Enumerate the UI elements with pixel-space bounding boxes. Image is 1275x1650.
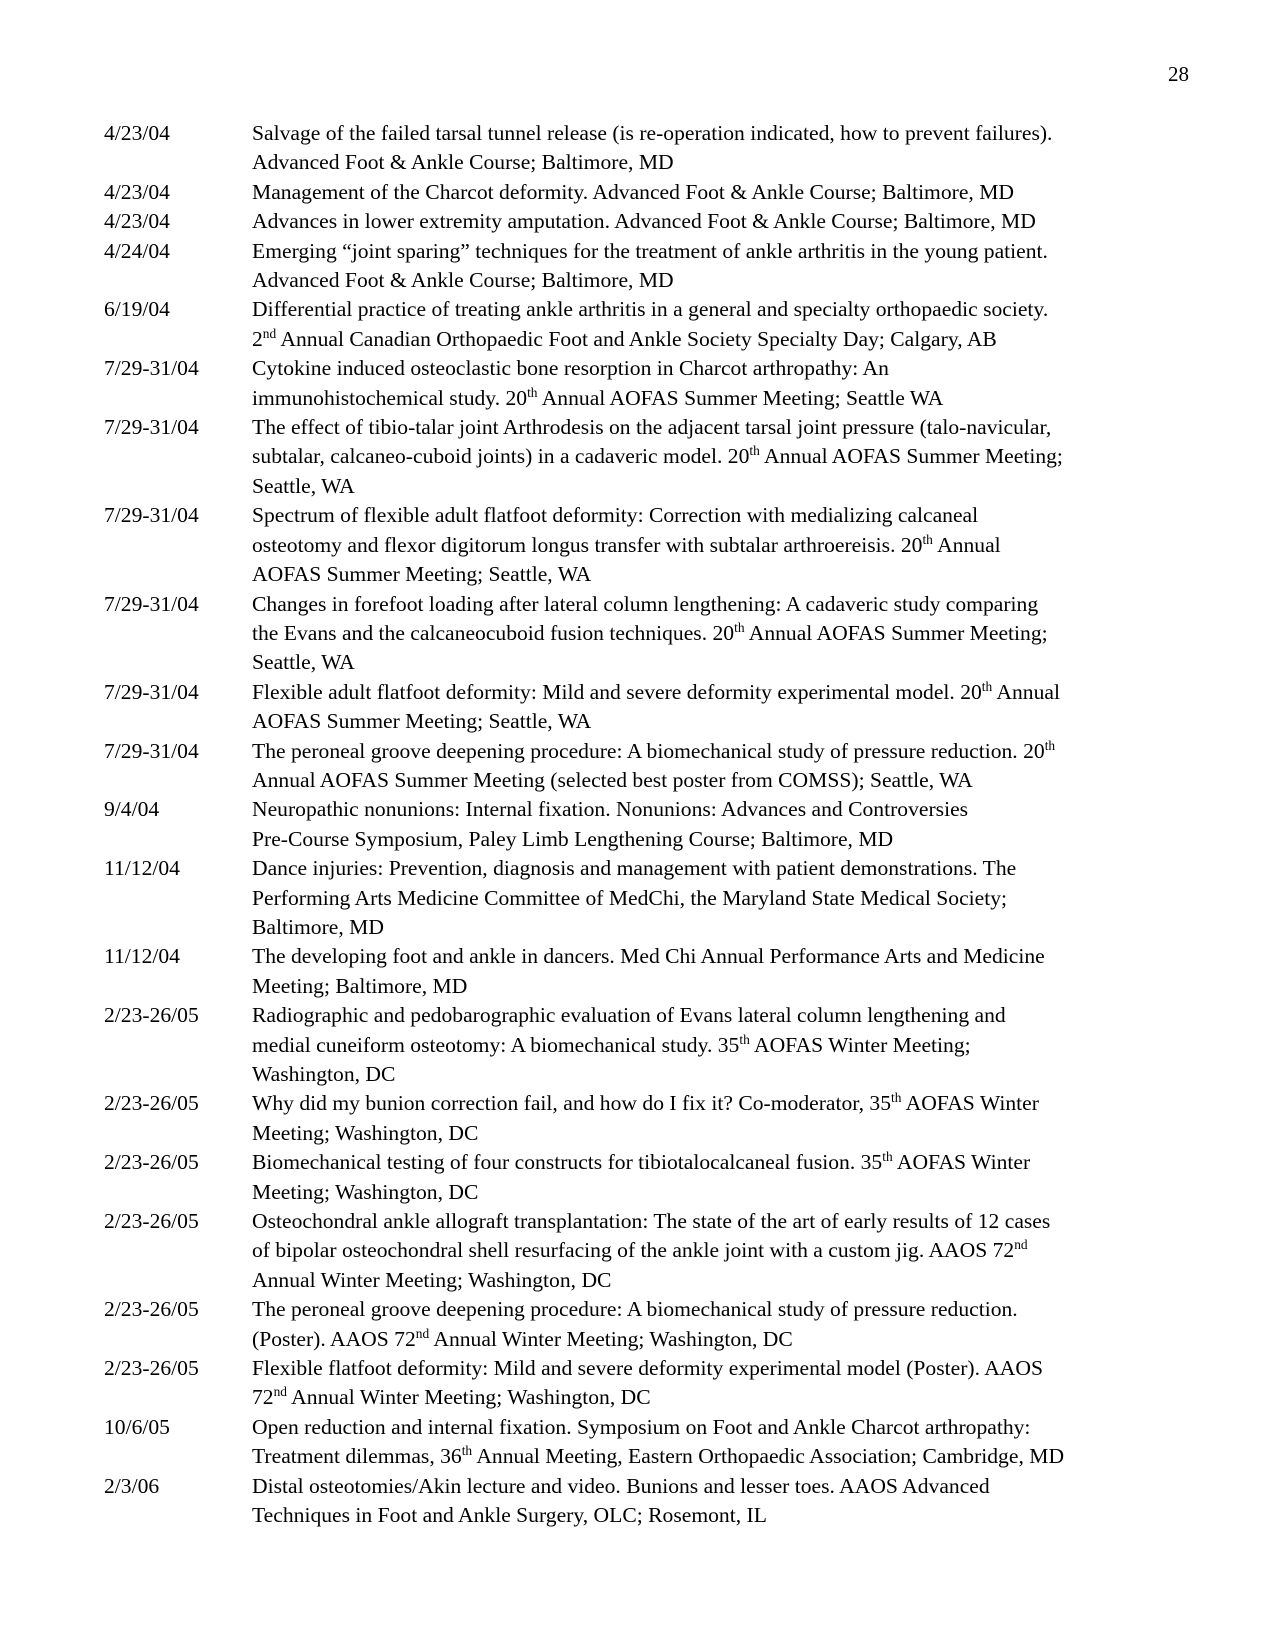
presentation-entry xyxy=(104,1001,1204,1089)
ordinal-suffix: nd xyxy=(262,325,277,341)
ordinal-suffix: th xyxy=(922,531,933,547)
entry-description xyxy=(252,237,1204,296)
presentation-entry xyxy=(104,119,1204,178)
entry-description-line: Differential practice of treating ankle arthritis in a general and specialty orthopaedic society. xyxy=(252,297,1049,322)
entry-description-line: of bipolar osteochondral shell resurfacing of the ankle joint with a custom jig. AAOS 72nd xyxy=(252,1237,1028,1263)
presentation-entry xyxy=(104,590,1204,678)
entry-date: 2/23-26/05 xyxy=(104,1209,199,1234)
entry-description-line: Salvage of the failed tarsal tunnel release (is re-operation indicated, how to prevent failures). xyxy=(252,121,1053,145)
entry-description-line: Osteochondral ankle allograft transplantation: The state of the art of early results of 12 cases xyxy=(252,1209,1051,1234)
entry-description xyxy=(252,1354,1204,1413)
presentation-entry xyxy=(104,678,1204,737)
ordinal-suffix: th xyxy=(1044,737,1056,753)
entry-description-line: 72nd Annual Winter Meeting; Washington, DC xyxy=(252,1384,651,1410)
entry-description-line: Changes in forefoot loading after lateral column lengthening: A cadaveric study comparing xyxy=(252,591,1039,616)
entry-description-line: osteotomy and flexor digitorum longus transfer with subtalar arthroereisis. 20th Annual xyxy=(252,531,1001,557)
ordinal-suffix: th xyxy=(891,1090,902,1106)
entry-date: 6/19/04 xyxy=(104,297,170,322)
ordinal-suffix: th xyxy=(882,1149,893,1165)
entry-description-line: Dance injuries: Prevention, diagnosis and management with patient demonstrations. The xyxy=(252,856,1017,881)
presentation-entry xyxy=(104,1148,1204,1207)
entry-description-line: Techniques in Foot and Ankle Surgery, OLC; Rosemont, IL xyxy=(252,1503,767,1528)
entry-date: 7/29-31/04 xyxy=(104,738,199,763)
ordinal-suffix: th xyxy=(461,1443,473,1459)
entry-description-line: Baltimore, MD xyxy=(252,914,384,939)
entry-description xyxy=(252,1148,1204,1207)
entry-description xyxy=(252,413,1204,501)
entry-description xyxy=(252,1413,1204,1472)
entry-description-line: Seattle, WA xyxy=(252,650,355,675)
entry-date: 9/4/04 xyxy=(104,797,160,822)
entry-date: 2/23-26/05 xyxy=(104,1091,199,1116)
entry-description xyxy=(252,178,1204,207)
presentation-entry xyxy=(104,295,1204,354)
ordinal-suffix: th xyxy=(739,1031,750,1047)
entry-date: 2/23-26/05 xyxy=(104,1297,199,1322)
entry-description-line: medial cuneiform osteotomy: A biomechanical study. 35th AOFAS Winter Meeting; xyxy=(252,1031,971,1057)
presentation-entry xyxy=(104,207,1204,236)
presentation-entry xyxy=(104,854,1204,942)
entry-date: 4/23/04 xyxy=(104,209,170,234)
ordinal-suffix: th xyxy=(981,678,993,694)
entry-description-line: Treatment dilemmas, 36th Annual Meeting, Eastern Orthopaedic Association; Cambridge, MD xyxy=(252,1443,1065,1469)
page-number: 28 xyxy=(1168,62,1189,86)
presentation-entry xyxy=(104,1472,1204,1531)
presentation-entry xyxy=(104,1354,1204,1413)
entry-description-line: Meeting; Baltimore, MD xyxy=(252,973,468,998)
presentation-entry xyxy=(104,1207,1204,1295)
entry-description-line: Annual Winter Meeting; Washington, DC xyxy=(252,1267,612,1292)
entry-description xyxy=(252,1001,1204,1089)
entry-description-line: (Poster). AAOS 72nd Annual Winter Meeting; Washington, DC xyxy=(252,1325,793,1351)
entry-description-line: Meeting; Washington, DC xyxy=(252,1120,479,1145)
presentation-entry xyxy=(104,795,1204,854)
entry-date: 7/29-31/04 xyxy=(104,356,199,381)
entry-description xyxy=(252,737,1204,796)
entry-description-line: The effect of tibio-talar joint Arthrodesis on the adjacent tarsal joint pressure (talo-navicular, xyxy=(252,415,1052,440)
entry-description xyxy=(252,501,1204,589)
entry-description-line: Seattle, WA xyxy=(252,473,355,498)
presentation-entry xyxy=(104,1295,1204,1354)
entry-description-line: Neuropathic nonunions: Internal fixation. Nonunions: Advances and Controversies xyxy=(252,797,969,822)
ordinal-suffix: th xyxy=(749,443,760,459)
entry-description-line: Open reduction and internal fixation. Symposium on Foot and Ankle Charcot arthropathy: xyxy=(252,1414,1031,1439)
entry-description xyxy=(252,119,1204,178)
entry-description-line: AOFAS Summer Meeting; Seattle, WA xyxy=(252,709,592,734)
entry-description xyxy=(252,942,1204,1001)
presentation-entry xyxy=(104,737,1204,796)
entry-description xyxy=(252,590,1204,678)
entry-description-line: Advanced Foot & Ankle Course; Baltimore, MD xyxy=(252,268,674,293)
entry-description-line: Performing Arts Medicine Committee of MedChi, the Maryland State Medical Society; xyxy=(252,885,1008,910)
entry-description xyxy=(252,678,1204,737)
entry-description-line: Meeting; Washington, DC xyxy=(252,1179,479,1204)
entry-description-line: Flexible flatfoot deformity: Mild and severe deformity experimental model (Poster). AAOS xyxy=(252,1356,1043,1381)
entry-description-line: Pre-Course Symposium, Paley Limb Lengthening Course; Baltimore, MD xyxy=(252,826,894,851)
entry-description xyxy=(252,295,1204,354)
entry-description-line: Annual AOFAS Summer Meeting (selected best poster from COMSS); Seattle, WA xyxy=(252,767,973,792)
entry-date: 11/12/04 xyxy=(104,856,180,881)
entry-description xyxy=(252,207,1204,236)
entry-date: 4/24/04 xyxy=(104,238,170,263)
entry-date: 7/29-31/04 xyxy=(104,591,199,616)
presentation-entry xyxy=(104,501,1204,589)
entry-description-line: The developing foot and ankle in dancers. Med Chi Annual Performance Arts and Medicine xyxy=(252,944,1045,969)
entry-description-line: The peroneal groove deepening procedure: A biomechanical study of pressure reduction. 20th xyxy=(252,737,1056,763)
presentation-entry xyxy=(104,1089,1204,1148)
entry-description xyxy=(252,1295,1204,1354)
entry-date: 7/29-31/04 xyxy=(104,415,199,440)
entry-description-line: 2nd Annual Canadian Orthopaedic Foot and Ankle Society Specialty Day; Calgary, AB xyxy=(252,325,997,351)
entry-date: 2/23-26/05 xyxy=(104,1150,199,1175)
entry-description-line: Emerging “joint sparing” techniques for the treatment of ankle arthritis in the young patient. xyxy=(252,238,1048,263)
entry-description-line: Why did my bunion correction fail, and how do I fix it? Co-moderator, 35th AOFAS Winter xyxy=(252,1090,1039,1116)
entry-description xyxy=(252,1207,1204,1295)
presentation-entry xyxy=(104,413,1204,501)
entry-description-line: Advanced Foot & Ankle Course; Baltimore, MD xyxy=(252,150,674,175)
entry-description-line: subtalar, calcaneo-cuboid joints) in a cadaveric model. 20th Annual AOFAS Summer Meeting; xyxy=(252,443,1063,469)
entry-description-line: the Evans and the calcaneocuboid fusion techniques. 20th Annual AOFAS Summer Meeting; xyxy=(252,619,1048,645)
presentation-entry xyxy=(104,237,1204,296)
entry-description xyxy=(252,795,1204,854)
entry-date: 2/23-26/05 xyxy=(104,1003,199,1028)
entry-date: 2/3/06 xyxy=(104,1473,160,1498)
entry-description-line: Radiographic and pedobarographic evaluation of Evans lateral column lengthening and xyxy=(252,1003,1006,1028)
presentation-entry xyxy=(104,942,1204,1001)
ordinal-suffix: nd xyxy=(273,1384,287,1400)
ordinal-suffix: th xyxy=(734,619,745,635)
presentation-list xyxy=(104,119,1204,1531)
entry-description-line: Biomechanical testing of four constructs for tibiotalocalcaneal fusion. 35th AOFAS Winter xyxy=(252,1149,1031,1175)
entry-description-line: immunohistochemical study. 20th Annual AOFAS Summer Meeting; Seattle WA xyxy=(252,384,944,410)
entry-description-line: Distal osteotomies/Akin lecture and video. Bunions and lesser toes. AAOS Advanced xyxy=(252,1473,990,1498)
entry-date: 10/6/05 xyxy=(104,1414,170,1439)
ordinal-suffix: nd xyxy=(1014,1237,1028,1253)
entry-description xyxy=(252,1089,1204,1148)
ordinal-suffix: nd xyxy=(415,1325,430,1341)
entry-description-line: Spectrum of flexible adult flatfoot deformity: Correction with medializing calcaneal xyxy=(252,503,979,528)
entry-description-line: AOFAS Summer Meeting; Seattle, WA xyxy=(252,562,592,587)
entry-description-line: Management of the Charcot deformity. Advanced Foot & Ankle Course; Baltimore, MD xyxy=(252,179,1015,204)
entry-date: 4/23/04 xyxy=(104,179,170,204)
entry-date: 7/29-31/04 xyxy=(104,503,199,528)
entry-date: 11/12/04 xyxy=(104,944,180,969)
entry-description xyxy=(252,854,1204,942)
entry-description-line: Flexible adult flatfoot deformity: Mild and severe deformity experimental model. 20th Annual xyxy=(252,678,1060,704)
presentation-entry xyxy=(104,1413,1204,1472)
presentation-entry xyxy=(104,178,1204,207)
entry-description-line: The peroneal groove deepening procedure: A biomechanical study of pressure reduction. xyxy=(252,1297,1018,1322)
entry-description xyxy=(252,1472,1204,1531)
entry-description-line: Advances in lower extremity amputation. Advanced Foot & Ankle Course; Baltimore, MD xyxy=(252,209,1036,234)
entry-date: 7/29-31/04 xyxy=(104,679,199,704)
entry-description-line: Cytokine induced osteoclastic bone resorption in Charcot arthropathy: An xyxy=(252,356,889,381)
entry-description xyxy=(252,354,1204,413)
entry-date: 2/23-26/05 xyxy=(104,1356,199,1381)
ordinal-suffix: th xyxy=(527,384,538,400)
entry-date: 4/23/04 xyxy=(104,121,170,145)
presentation-entry xyxy=(104,354,1204,413)
entry-description-line: Washington, DC xyxy=(252,1062,396,1086)
